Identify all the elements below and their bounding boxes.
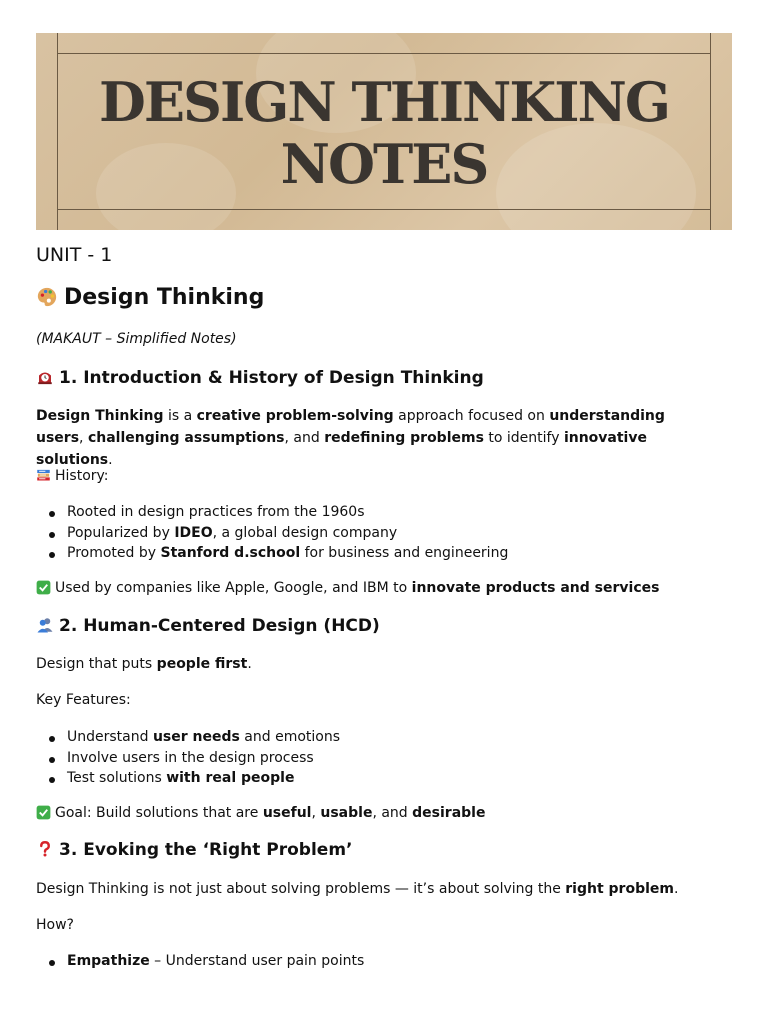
check-mark-icon [36, 580, 51, 595]
intro-text: , [79, 430, 88, 446]
intro-term: Design Thinking [36, 408, 164, 424]
palette-icon [36, 286, 58, 308]
people-icon [36, 616, 54, 634]
banner-title-line2: NOTES [280, 132, 488, 196]
section2-title [36, 616, 380, 636]
subtitle: (MAKAUT – Simplified Notes) [36, 331, 237, 347]
section1-title [36, 368, 484, 388]
history-label-text: History: [55, 468, 109, 484]
features-list [36, 727, 340, 789]
intro-term: creative problem-solving [196, 408, 394, 424]
intro-text: to identify [483, 430, 564, 446]
section2-goal: Goal: Build solutions that are useful, usable, and desirable [36, 802, 485, 824]
page-heading-text: Design Thinking [64, 285, 265, 310]
note-text: Used by companies like Apple, Google, and IBM to [55, 580, 412, 596]
section1-intro [36, 405, 716, 471]
section2-intro: Design that puts people first. [36, 656, 252, 672]
banner-rule [57, 53, 711, 54]
intro-term: redefining problems [324, 430, 484, 446]
section1-note [36, 577, 659, 599]
section3-title [36, 840, 353, 860]
list-item: Rooted in design practices from the 1960s [36, 502, 508, 523]
list-item: Promoted by Stanford d.school for business and engineering [36, 543, 508, 564]
section3-intro: Design Thinking is not just about solving problems — it’s about solving the right problem. [36, 881, 679, 897]
page-heading [36, 285, 264, 310]
history-list [36, 502, 508, 564]
intro-text: , and [284, 430, 325, 446]
check-mark-icon [36, 805, 51, 820]
history-clock-icon [36, 368, 54, 386]
banner-title [36, 71, 732, 195]
how-label: How? [36, 917, 74, 933]
features-label: Key Features: [36, 692, 131, 708]
question-mark-icon [36, 840, 54, 858]
intro-term: challenging assumptions [87, 430, 285, 446]
intro-term: understanding users [36, 408, 665, 446]
books-icon [36, 468, 51, 483]
list-item: Popularized by IDEO, a global design company [36, 523, 508, 544]
intro-text: approach focused on [393, 408, 550, 424]
banner-rule [57, 209, 711, 210]
history-label [36, 465, 109, 487]
intro-term: innovative solutions [36, 430, 647, 468]
list-item: Test solutions with real people [36, 768, 340, 789]
section3-title-text: 3. Evoking the ‘Right Problem’ [59, 840, 353, 860]
list-item: Empathize – Understand user pain points [36, 951, 364, 972]
intro-text: . [108, 452, 113, 468]
how-list [36, 951, 364, 972]
unit-label: UNIT - 1 [36, 244, 113, 266]
header-banner [36, 33, 732, 230]
banner-title-line1: DESIGN THINKING [98, 70, 669, 134]
list-item: Involve users in the design process [36, 748, 340, 769]
section1-title-text: 1. Introduction & History of Design Thinking [59, 368, 484, 388]
section2-title-text: 2. Human-Centered Design (HCD) [59, 616, 380, 636]
intro-text: is a [163, 408, 197, 424]
list-item: Understand user needs and emotions [36, 727, 340, 748]
note-emphasis: innovate products and services [411, 580, 660, 596]
